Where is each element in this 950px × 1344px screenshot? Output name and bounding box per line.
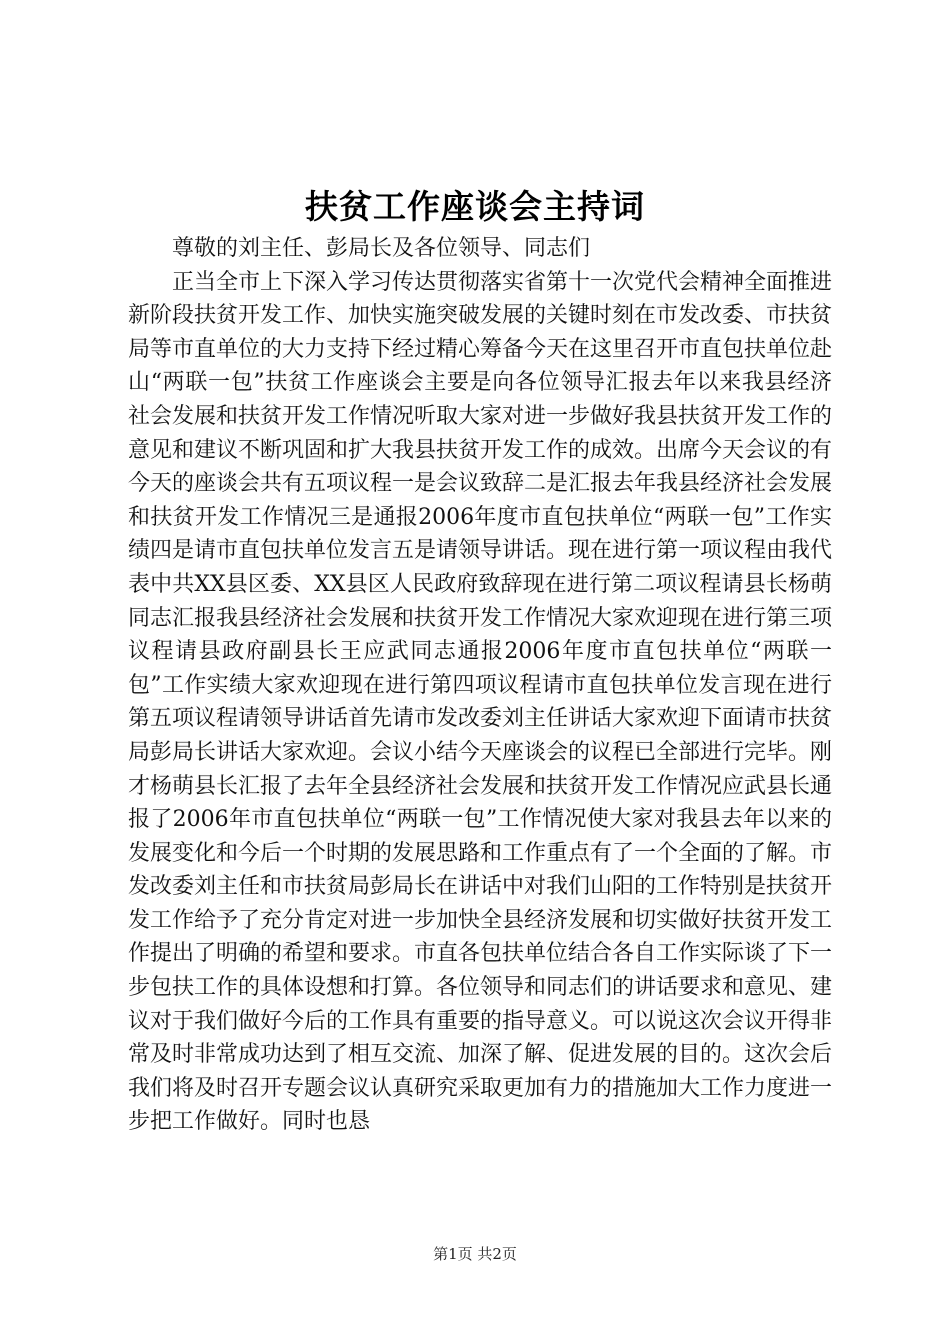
document-title: 扶贫工作座谈会主持词 [305,187,645,226]
document-body [128,232,832,1139]
body-paragraph: 正当全市上下深入学习传达贯彻落实省第十一次党代会精神全面推进新阶段扶贫开发工作、加快实施突破发展的关键时刻在市发改委、市扶贫局等市直单位的大力支持下经过精心筹备今天在这里召开市直包扶单位赴山“两联一包”扶贫工作座谈会主要是向各位领导汇报去年以来我县经济社会发展和扶贫开发工作情况听取大家对进一步做好我县扶贫开发工作的意见和建议不断巩固和扩大我县扶贫开发工作的成效。出席今天会议的有今天的座谈会共有五项议程一是会议致辞二是汇报去年我县经济社会发展和扶贫开发工作情况三是通报2006年度市直包扶单位“两联一包”工作实绩四是请市直包扶单位发言五是请领导讲话。现在进行第一项议程由我代表中共XX县区委、XX县区人民政府致辞现在进行第二项议程请县长杨萌同志汇报我县经济社会发展和扶贫开发工作情况大家欢迎现在进行第三项议程请县政府副县长王应武同志通报2006年度市直包扶单位“两联一包”工作实绩大家欢迎现在进行第四项议程请市直包扶单位发言现在进行第五项议程请领导讲话首先请市发改委刘主任讲话大家欢迎下面请市扶贫局彭局长讲话大家欢迎。会议小结今天座谈会的议程已全部进行完毕。刚才杨萌县长汇报了去年全县经济社会发展和扶贫开发工作情况应武县长通报了2006年市直包扶单位“两联一包”工作情况使大家对我县去年以来的发展变化和今后一个时期的发展思路和工作重点有了一个全面的了解。市发改委刘主任和市扶贫局彭局长在讲话中对我们山阳的工作特别是扶贫开发工作给予了充分肯定对进一步加快全县经济发展和切实做好扶贫开发工作提出了明确的希望和要求。市直各包扶单位结合各自工作实际谈了下一步包扶工作的具体设想和打算。各位领导和同志们的讲话要求和意见、建议对于我们做好今后的工作具有重要的指导意义。可以说这次会议开得非常及时非常成功达到了相互交流、加深了解、促进发展的目的。这次会后我们将及时召开专题会议认真研究采取更加有力的措施加大工作力度进一步把工作做好。同时也恳 [128,269,833,1135]
page-number: 第1页 共2页 [433,1245,517,1263]
salutation: 尊敬的刘主任、彭局长及各位领导、同志们 [172,236,591,261]
